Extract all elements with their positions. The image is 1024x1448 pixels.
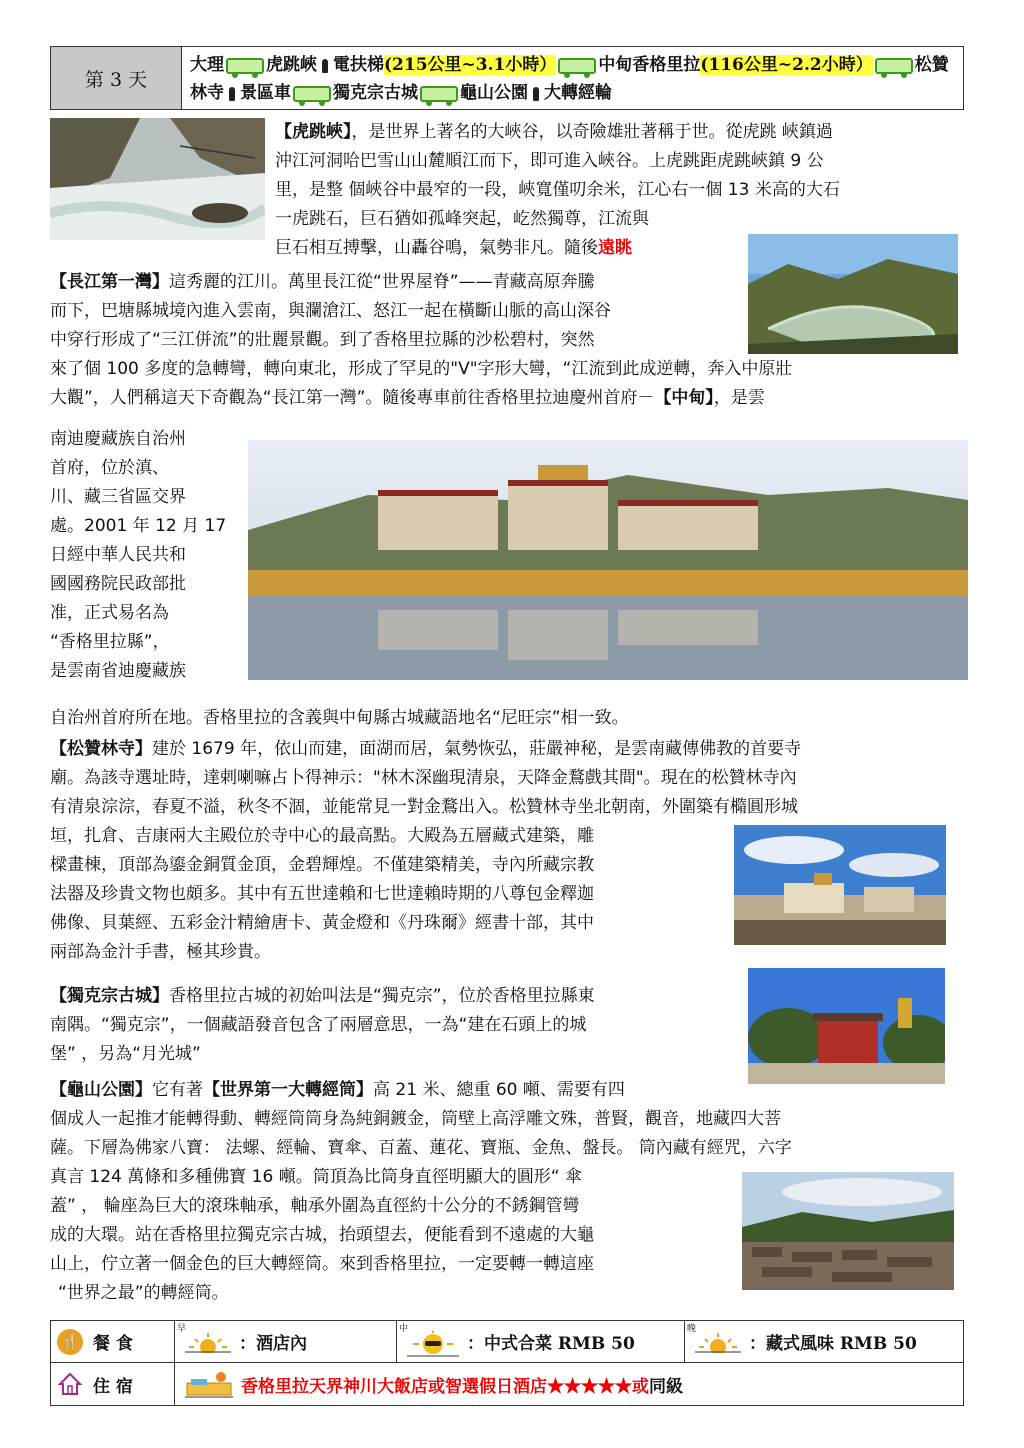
highlight-word: 遠眺 <box>598 238 632 258</box>
text-line: 樑畫棟，頂部為鎏金銅質金頂，金碧輝煌。不僅建築精美，寺內所藏宗教 <box>50 855 594 875</box>
songzanlin-panorama-photo <box>248 440 968 680</box>
lunch-sun-icon <box>399 1323 461 1353</box>
text-line: 垣，扎倉、吉康兩大主殿位於寺中心的最高點。大殿為五層藏式建築，雕 <box>50 826 594 846</box>
day-header <box>50 46 964 110</box>
dukezong-paragraph <box>50 982 740 1069</box>
meals-label: 餐 食 <box>93 1334 133 1354</box>
walk-icon <box>322 59 328 73</box>
route-distance: (116公里~2.2小時） <box>700 55 873 75</box>
text-line: 有清泉淙淙，春夏不溢，秋冬不涸，並能常見一對金鶩出入。松贊林寺坐北朝南，外圍築有橢圓形城 <box>50 797 798 817</box>
dinner-text: ：藏式風味 RMB 50 <box>749 1334 917 1354</box>
route-stop: 大理 <box>190 55 224 75</box>
route-stop: 龜山公園 <box>460 83 528 103</box>
lunch-text: ：中式合菜 RMB 50 <box>467 1334 635 1354</box>
text-line: 兩部為金汁手書，極其珍貴。 <box>50 942 271 962</box>
text-line: ，是雲 <box>713 388 765 408</box>
yangtze-paragraph-cont <box>50 355 964 413</box>
text-line: 而下，巴塘縣城境內進入雲南，與瀾滄江、怒江一起在橫斷山脈的高山深谷 <box>50 301 611 321</box>
text-line: ，是世界上著名的大峽谷，以奇險雄壯著稱于世。從虎跳 峽鎮過 <box>351 122 833 142</box>
bus-icon <box>420 86 458 102</box>
text-line: 廟。為該寺選址時，達剌喇嘛占卜得神示："林木深幽現清泉，天降金鶩戲其間"。現在的松贊林寺內 <box>50 768 797 788</box>
meals-row <box>51 1321 963 1363</box>
text-line: 建於 1679 年，依山而建，面湖而居，氣勢恢弘，莊嚴神秘，是雲南藏傳佛教的首要寺 <box>152 739 802 759</box>
meals-label-cell <box>51 1321 175 1362</box>
text-line: 佛像、貝葉經、五彩金汁精繪唐卡、黃金燈和《丹珠爾》經書十部，其中 <box>50 913 594 933</box>
text-line: 大觀”，人們稱這天下奇觀為“長江第一灣”。隨後專車前往香格里拉迪慶州首府－ <box>50 388 655 408</box>
section-title: 【世界第一大轉經筒】 <box>203 1080 373 1100</box>
breakfast-text: ：酒店內 <box>239 1334 307 1354</box>
text-line: 南迪慶藏族自治州 <box>50 429 186 449</box>
stay-label: 住 宿 <box>93 1376 133 1397</box>
text-line: “香格里拉縣”， <box>50 632 170 652</box>
tiger-leaping-gorge-photo <box>50 118 265 240</box>
lunch-cell <box>397 1321 685 1362</box>
dinner-tag: 晚 <box>687 1323 697 1334</box>
yangtze-paragraph <box>50 268 740 355</box>
text-line: 個成人一起推才能轉得動、轉經筒筒身為純銅鍍金，筒壁上高浮雕文殊，普賢，觀音，地藏四大菩 <box>50 1109 781 1129</box>
section-title: 【松贊林寺】 <box>50 739 152 759</box>
route-stop: 中甸香格里拉 <box>598 55 701 75</box>
stay-label-cell <box>51 1363 175 1405</box>
text-line: 這秀麗的江川。萬里長江從“世界屋脊”——青藏高原奔騰 <box>169 272 595 292</box>
route-stop: 松贊林寺 <box>190 55 949 103</box>
songzanlin-paragraph-cont <box>50 822 730 967</box>
hotel-icon <box>183 1369 235 1399</box>
dukezong-photo <box>748 968 945 1084</box>
bus-icon <box>875 58 913 74</box>
route-itinerary <box>182 47 963 109</box>
text-line: 日經中華人民共和 <box>50 545 186 565</box>
route-distance: (215公里~3.1小時） <box>384 55 557 75</box>
text-line: 山上，佇立著一個金色的巨大轉經筒。來到香格里拉，一定要轉一轉這座 <box>50 1254 594 1274</box>
guishan-view-photo <box>742 1172 954 1290</box>
hotel-same-level: 同級 <box>649 1376 683 1397</box>
route-stop: 景區車 <box>240 83 291 103</box>
text-line: 准，正式易名為 <box>50 603 169 623</box>
walk-icon <box>229 87 235 101</box>
hotel-cell <box>175 1363 963 1405</box>
text-line: 高 21 米、總重 60 噸、需要有四 <box>373 1080 625 1100</box>
text-line: 它有著 <box>152 1080 203 1100</box>
hotel-or: 或 <box>632 1376 649 1397</box>
text-line: 里，是整 個峽谷中最窄的一段，峽寬僅叨余米，江心右一個 13 米高的大石 <box>275 180 840 200</box>
bus-icon <box>558 58 596 74</box>
day-label: 第 3 天 <box>51 47 182 109</box>
bus-icon <box>226 58 264 74</box>
text-line: 成的大環。站在香格里拉獨克宗古城，抬頭望去，便能看到不遠處的大龜 <box>50 1225 594 1245</box>
text-line: 沖江河洞哈巴雪山山麓順江而下，即可進入峽谷。上虎跳距虎跳峽鎮 9 公 <box>275 151 824 171</box>
text-line: 是雲南省迪慶藏族 <box>50 661 186 681</box>
meals-stay-table <box>50 1320 964 1406</box>
text-line: 蓋” ， 輪座為巨大的滾珠軸承，軸承外圍為直徑約十公分的不銹鋼管彎 <box>50 1196 580 1216</box>
hotel-name: 香格里拉天界神川大飯店或智選假日酒店★★★★★ <box>241 1376 632 1397</box>
zhongdian-last-line: 自治州首府所在地。香格里拉的含義與中甸縣古城藏語地名“尼旺宗”相一致。 <box>50 708 629 728</box>
text-line: 薩。下層為佛家八寶： 法螺、經輪、寶傘、百蓋、蓮花、寶瓶、金魚、盤長。 筒內藏有經咒，六字 <box>50 1138 792 1158</box>
route-stop: 獨克宗古城 <box>333 83 418 103</box>
lunch-tag: 中 <box>399 1323 409 1334</box>
guishan-park-paragraph-cont <box>50 1163 730 1308</box>
text-line: “世界之最”的轉經筒。 <box>58 1283 229 1303</box>
route-stop: 大轉經輪 <box>544 83 612 103</box>
text-line: 巨石相互搏擊，山轟谷鳴，氣勢非凡。隨後 <box>275 238 598 258</box>
section-title: 【中甸】 <box>654 388 714 408</box>
stay-row <box>51 1363 963 1405</box>
text-line: 來了個 100 多度的急轉彎，轉向東北，形成了罕見的"V"字形大彎，“江流到此成逆轉，奔入中原壯 <box>50 359 793 379</box>
breakfast-sun-icon <box>177 1323 233 1353</box>
breakfast-cell <box>175 1321 397 1362</box>
text-line: 處。2001 年 12 月 17 <box>50 516 227 536</box>
section-title: 【龜山公園】 <box>50 1080 152 1100</box>
route-stop: 電扶梯 <box>333 55 384 75</box>
text-line: 首府，位於滇、 <box>50 458 169 478</box>
text-line: 香格里拉古城的初始叫法是“獨克宗”，位於香格里拉縣東 <box>169 986 595 1006</box>
walk-icon <box>533 87 539 101</box>
text-line: 國國務院民政部批 <box>50 574 186 594</box>
dinner-cell <box>685 1321 963 1362</box>
text-line: 南隅。“獨克宗”，一個藏語發音包含了兩層意思，一為“建在石頭上的城 <box>50 1015 587 1035</box>
text-line: 一虎跳石，巨石猶如孤峰突起，屹然獨尊，江流與 <box>275 209 649 229</box>
utensils-icon: 🍴 <box>57 1329 83 1355</box>
songzanlin-monastery-photo <box>734 825 946 945</box>
yangtze-first-bend-photo <box>748 234 958 354</box>
section-title: 【虎跳峽】 <box>275 122 352 142</box>
zhongdian-side-column <box>50 425 240 686</box>
breakfast-tag: 早 <box>177 1323 187 1334</box>
section-title: 【獨克宗古城】 <box>50 986 169 1006</box>
text-line: 法器及珍貴文物也頗多。其中有五世達賴和七世達賴時期的八尊包金釋迦 <box>50 884 594 904</box>
dinner-sun-icon <box>687 1323 743 1353</box>
text-line: 真言 124 萬條和多種佛寶 16 噸。筒頂為比筒身直徑明顯大的圓形“ 傘 <box>50 1167 582 1187</box>
bus-icon <box>293 86 331 102</box>
text-line: 堡” ，另為“月光城” <box>50 1044 201 1064</box>
text-line: 中穿行形成了“三江併流”的壯麗景觀。到了香格里拉縣的沙松碧村，突然 <box>50 330 595 350</box>
section-title: 【長江第一灣】 <box>50 272 169 292</box>
home-icon <box>57 1371 83 1397</box>
text-line: 川、藏三省區交界 <box>50 487 186 507</box>
guishan-park-paragraph <box>50 1076 964 1163</box>
songzanlin-paragraph <box>50 735 964 822</box>
route-stop: 虎跳峽 <box>266 55 317 75</box>
